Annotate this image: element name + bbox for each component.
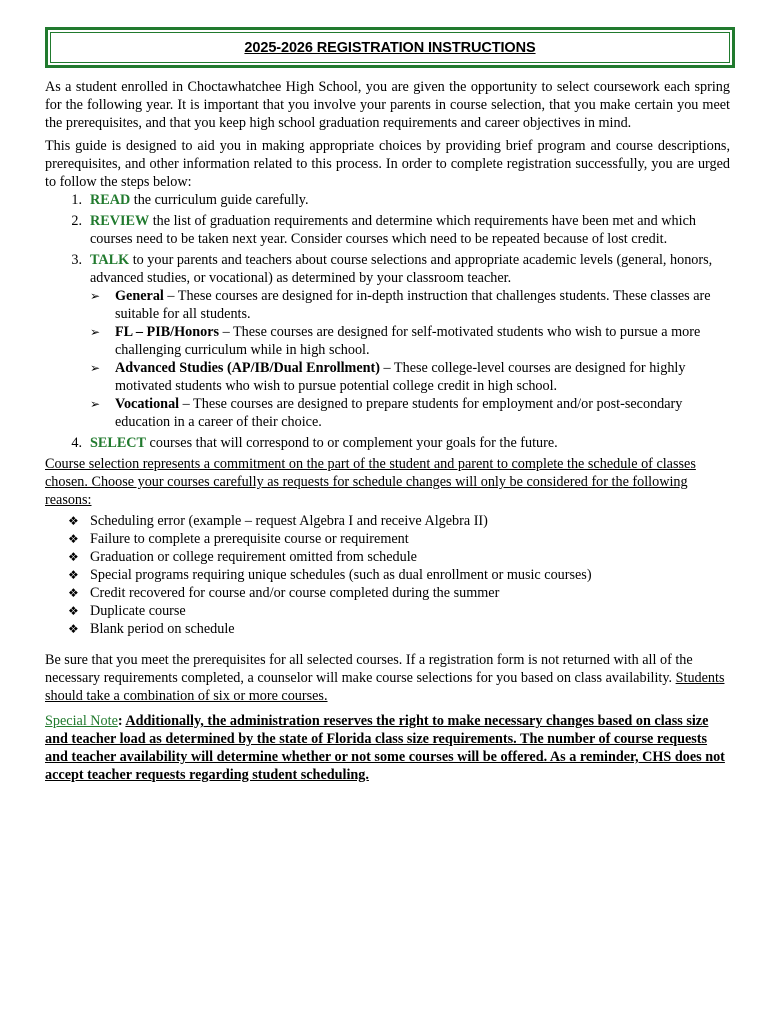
arrow-bullet-icon: ➢ xyxy=(90,325,101,339)
content-body xyxy=(45,78,730,784)
step-keyword: TALK xyxy=(90,252,130,268)
arrow-bullet-icon: ➢ xyxy=(90,397,101,411)
title-frame xyxy=(45,27,735,68)
prerequisite-paragraph xyxy=(45,651,730,705)
level-name: General xyxy=(115,288,164,304)
diamond-bullet-icon: ❖ xyxy=(68,586,79,600)
title-frame-inner xyxy=(50,32,730,63)
special-note-text: Additionally, the administration reserves the right to make necessary changes based on class size and teacher load as determined by the state of Florida class size requirements. The number of course requests and teacher availability will determine whether or not some courses will be offered. As a reminder, CHS does not accept teacher requests regarding student scheduling. xyxy=(45,713,725,783)
step-body xyxy=(90,434,730,452)
step-text: courses that will correspond to or complement your goals for the future. xyxy=(146,435,558,451)
step-number: 2. xyxy=(71,213,82,229)
reasons-list xyxy=(45,512,730,638)
reason-text: Failure to complete a prerequisite course or requirement xyxy=(90,531,409,547)
step-keyword: REVIEW xyxy=(90,213,150,229)
step-number: 4. xyxy=(71,435,82,451)
reason-item xyxy=(45,530,730,548)
reason-item xyxy=(45,584,730,602)
special-note-label: Special Note xyxy=(45,713,118,729)
step-item-talk xyxy=(45,251,730,431)
diamond-bullet-icon: ❖ xyxy=(68,550,79,564)
reason-text: Special programs requiring unique schedules (such as dual enrollment or music courses) xyxy=(90,567,592,583)
step-body xyxy=(90,191,730,209)
course-levels-list xyxy=(90,287,730,431)
step-text: the list of graduation requirements and determine which requirements have been met and which courses need to be taken next year. Consider courses which need to be repeated because of lost credit. xyxy=(90,213,696,247)
step-text: the curriculum guide carefully. xyxy=(130,192,309,208)
level-description: – These college-level courses are designed for highly motivated students who wish to pursue potential college credit in high school. xyxy=(115,360,686,394)
level-description: – These courses are designed to prepare students for employment and/or post-secondary education in a career of their choice. xyxy=(115,396,683,430)
reason-text: Credit recovered for course and/or course completed during the summer xyxy=(90,585,500,601)
commitment-paragraph: Course selection represents a commitment on the part of the student and parent to complete the schedule of classes chosen. Choose your courses carefully as requests for schedule changes will only be considered for the following reasons: xyxy=(45,456,696,508)
level-item-vocational xyxy=(90,395,730,431)
reason-text: Scheduling error (example – request Algebra I and receive Algebra II) xyxy=(90,513,488,529)
level-item-honors xyxy=(90,323,730,359)
course-count-note: Students should take a combination of six or more courses. xyxy=(45,670,725,704)
step-keyword: READ xyxy=(90,192,131,208)
step-body xyxy=(90,251,730,431)
page-title: 2025-2026 REGISTRATION INSTRUCTIONS xyxy=(244,39,536,56)
step-text: to your parents and teachers about course selections and appropriate academic levels (general, honors, advanced studies, or vocational) as determined by your classroom teacher. xyxy=(90,252,713,286)
diamond-bullet-icon: ❖ xyxy=(68,532,79,546)
level-name: Advanced Studies (AP/IB/Dual Enrollment) xyxy=(115,360,380,376)
level-item-advanced xyxy=(90,359,730,395)
reason-item xyxy=(45,620,730,638)
step-item-read xyxy=(45,191,730,209)
prerequisite-text: Be sure that you meet the prerequisites for all selected courses. If a registration form is not returned with all of the necessary requirements completed, a counselor will make course selections for you based on class availability. xyxy=(45,652,693,686)
diamond-bullet-icon: ❖ xyxy=(68,514,79,528)
reason-item xyxy=(45,602,730,620)
reason-text: Blank period on schedule xyxy=(90,621,235,637)
special-note-paragraph xyxy=(45,712,730,784)
reason-item xyxy=(45,566,730,584)
special-note-separator: : xyxy=(117,713,126,729)
diamond-bullet-icon: ❖ xyxy=(68,622,79,636)
diamond-bullet-icon: ❖ xyxy=(68,568,79,582)
reason-text: Graduation or college requirement omitted from schedule xyxy=(90,549,417,565)
arrow-bullet-icon: ➢ xyxy=(90,289,101,303)
step-keyword: SELECT xyxy=(90,435,146,451)
level-description: – These courses are designed for in-depth instruction that challenges students. These classes are suitable for all students. xyxy=(115,288,711,322)
step-body xyxy=(90,212,730,248)
level-name: FL – PIB/Honors xyxy=(115,324,220,340)
steps-list xyxy=(45,191,730,452)
level-name: Vocational xyxy=(115,396,180,412)
step-item-review xyxy=(45,212,730,248)
intro-paragraph-1: As a student enrolled in Choctawhatchee High School, you are given the opportunity to select coursework each spring for the following year. It is important that you involve your parents in course selection, that you make certain you meet the prerequisites, and that you keep high school graduation requirements and career objectives in mind. xyxy=(45,79,730,131)
level-item-general xyxy=(90,287,730,323)
diamond-bullet-icon: ❖ xyxy=(68,604,79,618)
reason-text: Duplicate course xyxy=(90,603,186,619)
reason-item xyxy=(45,548,730,566)
step-number: 1. xyxy=(71,192,82,208)
intro-paragraph-2: This guide is designed to aid you in making appropriate choices by providing brief program and course descriptions, prerequisites, and other information related to this process. In order to complete registration successfully, you are urged to follow the steps below: xyxy=(45,138,730,190)
step-item-select xyxy=(45,434,730,452)
step-number: 3. xyxy=(71,252,82,268)
level-description: – These courses are designed for self-motivated students who wish to pursue a more challenging curriculum while in high school. xyxy=(115,324,701,358)
reason-item xyxy=(45,512,730,530)
arrow-bullet-icon: ➢ xyxy=(90,361,101,375)
